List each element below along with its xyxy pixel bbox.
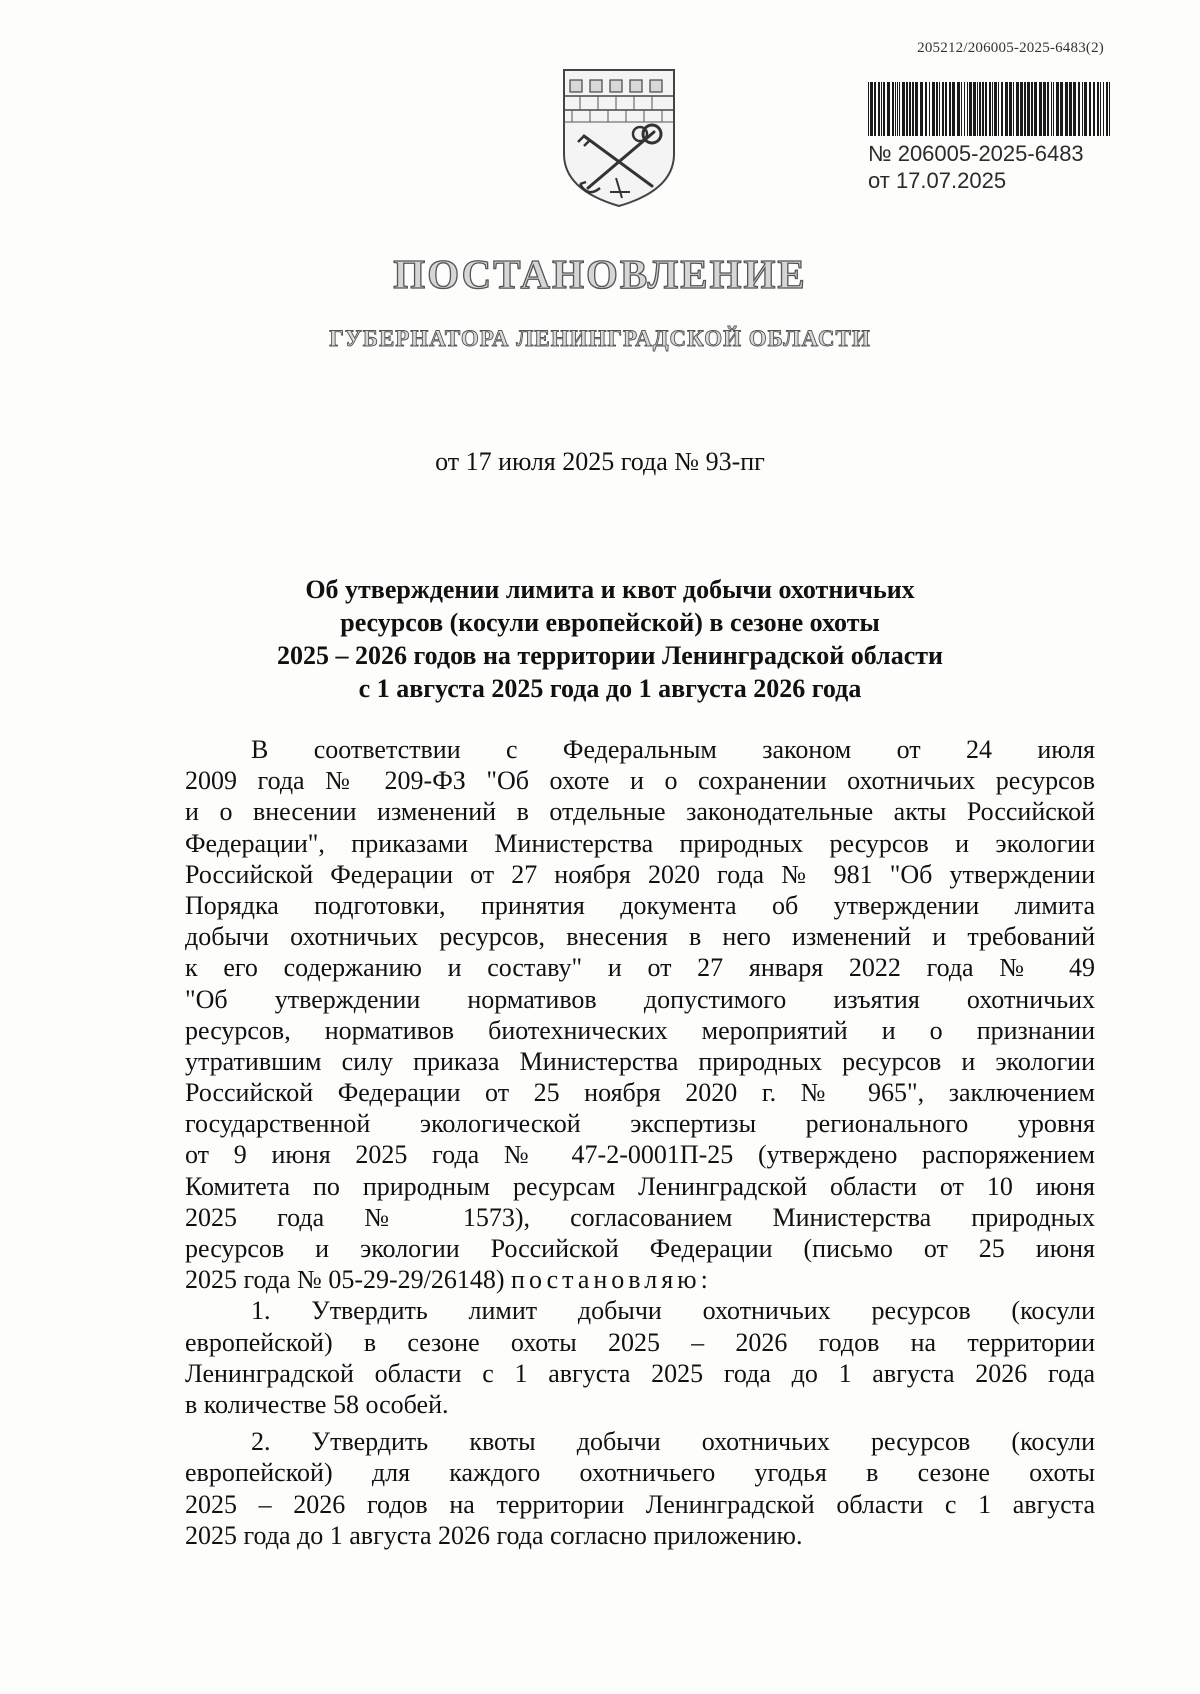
barcode-bar [1078,82,1080,136]
preamble-paragraph [185,734,1095,1295]
heading-line: 2025 – 2026 годов на территории Ленинградской области [277,641,943,670]
barcode-bar [998,82,999,136]
coat-of-arms-emblem [560,66,678,208]
item-2-paragraph [185,1426,1095,1551]
barcode-bar [957,82,960,136]
barcode-bar [969,82,972,136]
barcode-bar [1106,82,1108,136]
barcode-bar [915,82,918,136]
text-fragment: 2025 года № 05-29-29/26148) [185,1265,505,1295]
text-line: к его содержанию и составу" и от 27 января 2022 года № 49 [185,953,1095,983]
text-line: 2025 года до 1 августа 2026 года согласно приложению. [185,1520,803,1550]
registration-block [866,82,1116,194]
document-subtitle: ГУБЕРНАТОРА ЛЕНИНГРАДСКОЙ ОБЛАСТИ [329,326,871,351]
text-line: 2025 – 2026 годов на территории Ленинградской области с 1 августа [185,1489,1095,1519]
text-line: добычи охотничьих ресурсов, внесения в него изменений и требований [185,922,1095,952]
barcode-bar [1005,82,1008,136]
barcode-bar [1034,82,1037,136]
barcode-bar [1100,82,1101,136]
barcode-bar [1103,82,1104,136]
barcode-bar [1082,82,1083,136]
barcode-bar [977,82,978,136]
barcode-bar [1097,82,1099,136]
barcode-bar [994,82,997,136]
barcode-bar [902,82,905,136]
barcode-bar [1051,82,1052,136]
registration-date: от 17.07.2025 [868,168,1007,193]
text-line: ресурсов и экологии Российской Федерации (письмо от 25 июня [185,1234,1095,1263]
barcode-bar [1043,82,1046,136]
text-line: в количестве 58 особей. [185,1389,449,1419]
barcode-bar [985,82,987,136]
barcode-bar [1084,82,1087,136]
barcode-bar [878,82,880,136]
text-line: и о внесении изменений в отдельные законодательные акты Российской [185,797,1095,827]
barcode-bar [881,82,882,136]
barcode-bar [1020,82,1023,136]
barcode-bar [887,82,890,136]
barcode-bar [979,82,981,136]
barcode-bar [945,82,947,136]
barcode-bar [961,82,962,136]
heading-line: ресурсов (косули европейской) в сезоне охоты [340,608,880,637]
barcode-bar [1069,82,1072,136]
barcode-bar [936,82,938,136]
text-line [185,1264,1095,1295]
text-line: 2025 года № 1573), согласованием Министерства природных [185,1202,1095,1232]
text-line: европейской) для каждого охотничьего угодья в сезоне охоты [185,1458,1095,1488]
barcode-bar [1109,82,1110,136]
barcode-bar [1027,82,1030,136]
barcode-bar [1001,82,1003,136]
text-line: Российской Федерации от 25 ноября 2020 г. № 965", заключением [185,1078,1095,1108]
barcode-bar [982,82,984,136]
registration-number: № 206005-2025-6483 [868,141,1084,166]
barcode-bar [949,82,951,136]
barcode-bar [1089,82,1091,136]
barcode-bar [992,82,993,136]
barcode-bar [932,82,935,136]
document-heading [180,573,1040,705]
barcode-bar [1047,82,1049,136]
barcode-bar [1056,82,1059,136]
barcode-bar [920,82,923,136]
barcode-bar [964,82,965,136]
document-ref-number: 205212/206005-2025-6483(2) [917,40,1104,56]
barcode-bar [883,82,885,136]
text-line: "Об утверждении нормативов допустимого изъятия охотничьих [185,984,1095,1014]
heading-line: Об утверждении лимита и квот добычи охотничьих [305,575,915,604]
barcode-bar [939,82,940,136]
heading-line: с 1 августа 2025 года до 1 августа 2026 года [358,674,862,703]
barcode-bar [1073,82,1076,136]
barcode-bar [1053,82,1054,136]
barcode-bar [892,82,894,136]
barcode-bar [912,82,914,136]
document-title: ПОСТАНОВЛЕНИЕ [393,251,807,297]
text-line: 2. Утвердить квоты добычи охотничьих ресурсов (косули [251,1427,1095,1457]
document-date: от 17 июля 2025 года № 93-пг [435,447,765,476]
text-line: государственной экологической экспертизы регионального уровня [185,1109,1095,1139]
text-line: ресурсов, нормативов биотехнических мероприятий и о признании [185,1015,1095,1045]
barcode-bar [1065,82,1068,136]
text-line: Федерации", приказами Министерства природных ресурсов и экологии [185,828,1095,858]
barcode-bar [874,82,876,136]
barcode-bar [1039,82,1042,136]
barcode-bar [929,82,930,136]
text-line: утратившим силу приказа Министерства природных ресурсов и экологии [185,1046,1095,1076]
barcode-bar [1093,82,1095,136]
document-body [185,734,1095,1551]
barcode-bar [925,82,927,136]
barcode-bar [897,82,898,136]
text-line: Комитета по природным ресурсам Ленинградской области от 10 июня [185,1171,1095,1201]
text-line: европейской) в сезоне охоты 2025 – 2026 годов на территории [185,1327,1095,1357]
barcode-bar [1016,82,1019,136]
text-line: Порядка подготовки, принятия документа об утверждении лимита [185,890,1095,920]
barcode-bar [1013,82,1014,136]
barcode-bar [1031,82,1033,136]
text-line: от 9 июня 2025 года № 47-2-0001П-25 (утверждено распоряжением [185,1140,1095,1170]
barcode-bar [870,82,873,136]
decree-word: постановляю: [511,1265,712,1295]
barcode-bar [1009,82,1012,136]
barcode-bar [942,82,944,136]
text-line: Российской Федерации от 27 ноября 2020 года № 981 "Об утверждении [185,859,1095,889]
barcode-bar [967,82,968,136]
text-line: 1. Утвердить лимит добычи охотничьих ресурсов (косули [251,1296,1095,1326]
barcode-bar [909,82,911,136]
barcode-bar [973,82,976,136]
barcode-bar [906,82,908,136]
barcode-bar [952,82,955,136]
barcode-bar [989,82,991,136]
text-line: Ленинградской области с 1 августа 2025 года до 1 августа 2026 года [185,1358,1095,1388]
item-1-paragraph [185,1295,1095,1420]
barcode-bar [895,82,896,136]
barcode-bar [868,82,869,136]
barcode-bar [1024,82,1026,136]
text-line: 2009 года № 209-ФЗ "Об охоте и о сохранении охотничьих ресурсов [185,766,1095,796]
text-line: В соответствии с Федеральным законом от 24 июля [251,735,1095,764]
barcode [866,82,1116,136]
barcode-bar [1060,82,1063,136]
barcode-bar [899,82,900,136]
